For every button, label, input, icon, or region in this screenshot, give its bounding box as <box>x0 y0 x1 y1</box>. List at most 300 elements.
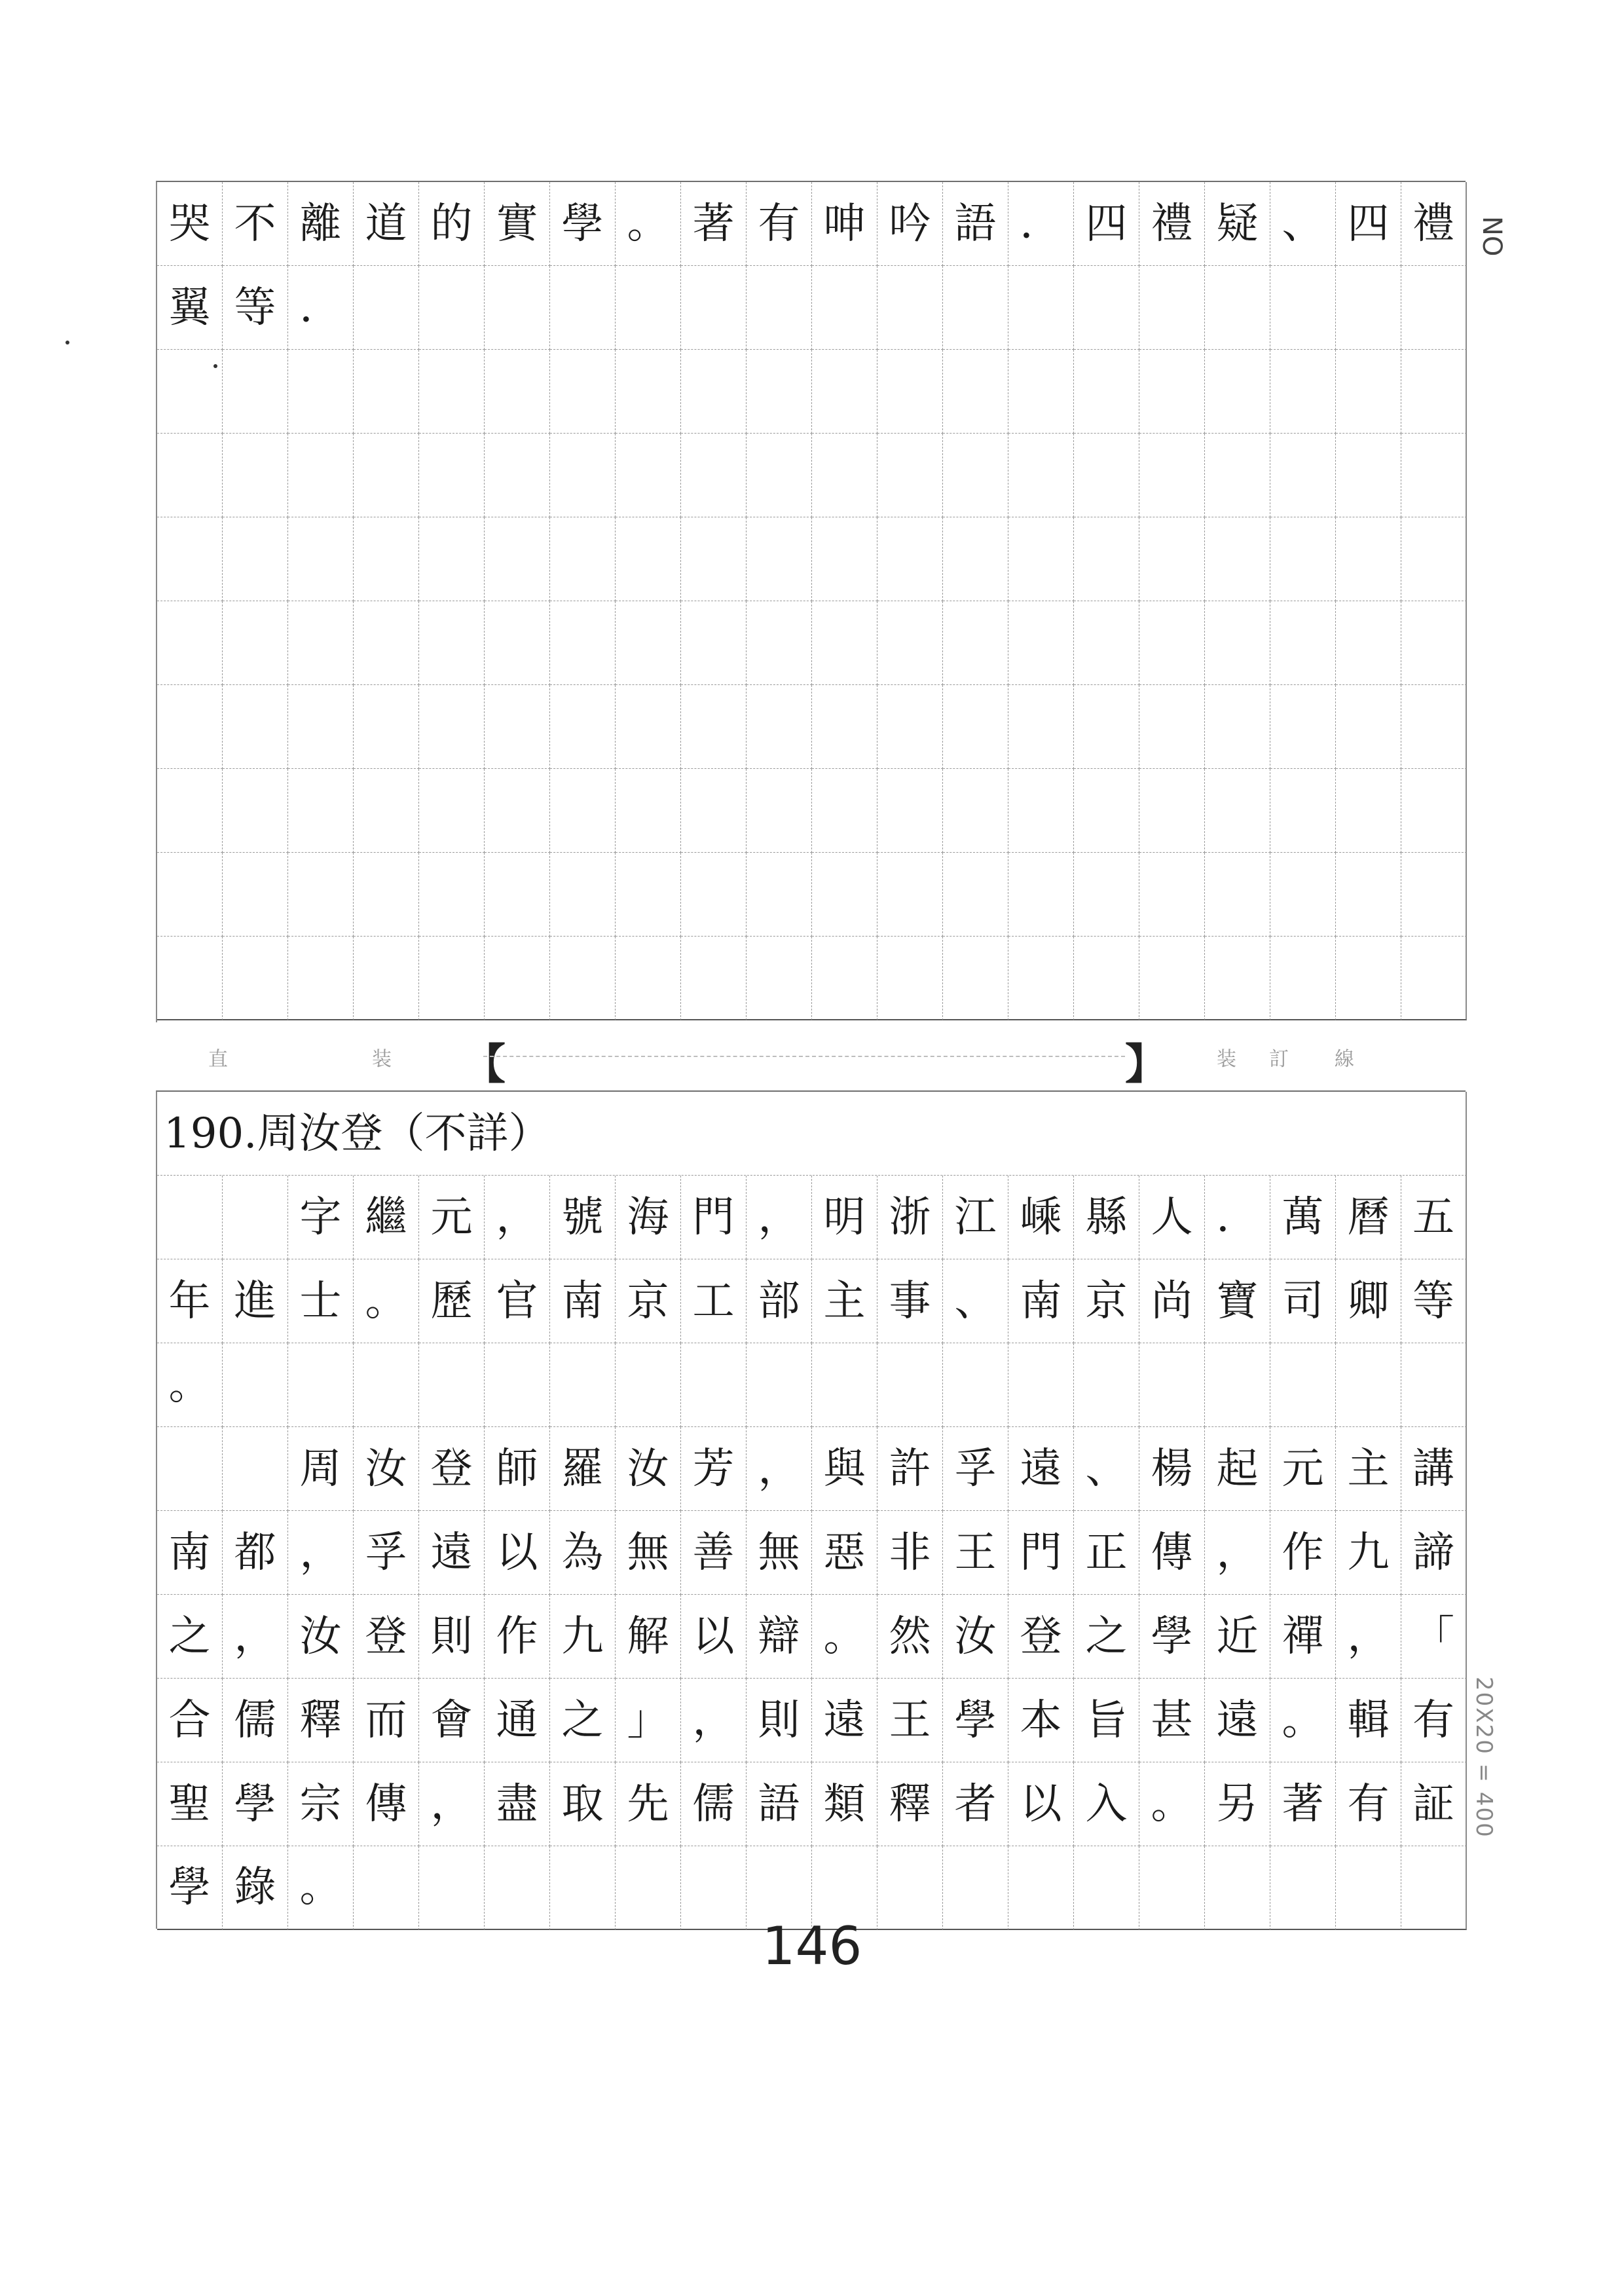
grid-cell <box>747 350 812 434</box>
grid-char: ． <box>288 266 354 350</box>
grid-cell <box>1270 601 1336 685</box>
grid-cell <box>747 517 812 601</box>
grid-cell <box>1336 1343 1401 1427</box>
grid-char: 會 <box>419 1679 485 1762</box>
binding-fold-bar <box>156 1036 1466 1089</box>
grid-char: 吟 <box>877 182 943 266</box>
grid-cell <box>1336 769 1401 853</box>
grid-cell <box>223 517 288 601</box>
grid-char: 主 <box>812 1259 877 1343</box>
grid-cell <box>1008 601 1074 685</box>
grid-cell <box>943 434 1008 517</box>
grid-cell <box>1336 853 1401 937</box>
grid-cell <box>223 1343 288 1427</box>
grid-char: 字 <box>288 1176 354 1259</box>
grid-char: 汝 <box>943 1595 1008 1679</box>
grid-cell <box>1401 1343 1467 1427</box>
grid-char: 傳 <box>1139 1511 1205 1595</box>
grid-char: 事 <box>877 1259 943 1343</box>
grid-char: 楊 <box>1139 1427 1205 1511</box>
grid-char: 進 <box>223 1259 288 1343</box>
grid-cell <box>616 350 681 434</box>
grid-char: 登 <box>354 1595 419 1679</box>
grid-cell <box>485 517 550 601</box>
grid-char: 辯 <box>747 1595 812 1679</box>
grid-char: 學 <box>1139 1595 1205 1679</box>
grid-char: 儒 <box>223 1679 288 1762</box>
grid-char: 翼 <box>157 266 223 350</box>
grid-cell <box>354 1343 419 1427</box>
grid-cell <box>485 266 550 350</box>
grid-char: 孚 <box>943 1427 1008 1511</box>
grid-cell <box>877 350 943 434</box>
grid-cell <box>419 434 485 517</box>
grid-cell <box>877 937 943 1020</box>
grid-cell <box>157 937 223 1020</box>
grid-cell <box>1270 434 1336 517</box>
grid-cell <box>681 434 747 517</box>
grid-char: 呻 <box>812 182 877 266</box>
grid-char: 。 <box>1139 1762 1205 1846</box>
grid-cell <box>550 685 616 769</box>
grid-char: 王 <box>877 1679 943 1762</box>
grid-char: 九 <box>550 1595 616 1679</box>
grid-cell <box>485 434 550 517</box>
grid-char: ， <box>1205 1511 1270 1595</box>
grid-char: 而 <box>354 1679 419 1762</box>
grid-char: 登 <box>419 1427 485 1511</box>
grid-char: ， <box>419 1762 485 1846</box>
grid-char: 京 <box>616 1259 681 1343</box>
grid-char: ， <box>1336 1595 1401 1679</box>
grid-cell <box>550 769 616 853</box>
grid-cell <box>812 266 877 350</box>
grid-cell <box>681 937 747 1020</box>
grid-char: 講 <box>1401 1427 1467 1511</box>
grid-cell <box>1205 1343 1270 1427</box>
grid-char: 元 <box>419 1176 485 1259</box>
grid-char: 盡 <box>485 1762 550 1846</box>
grid-char: 然 <box>877 1595 943 1679</box>
grid-cell <box>419 769 485 853</box>
grid-char: 錄 <box>223 1846 288 1930</box>
grid-cell <box>1270 853 1336 937</box>
grid-char: 南 <box>157 1511 223 1595</box>
grid-char: 門 <box>681 1176 747 1259</box>
grid-cell <box>1401 769 1467 853</box>
grid-char: 縣 <box>1074 1176 1139 1259</box>
grid-cell <box>747 685 812 769</box>
grid-cell <box>1139 685 1205 769</box>
grid-cell <box>943 517 1008 601</box>
grid-char: 江 <box>943 1176 1008 1259</box>
grid-char: 正 <box>1074 1511 1139 1595</box>
grid-char: 繼 <box>354 1176 419 1259</box>
grid-char: 哭 <box>157 182 223 266</box>
grid-cell <box>943 769 1008 853</box>
grid-cell <box>223 601 288 685</box>
grid-cell <box>419 937 485 1020</box>
grid-cell <box>1008 350 1074 434</box>
grid-char: 汝 <box>288 1595 354 1679</box>
grid-char: 語 <box>943 182 1008 266</box>
grid-cell <box>354 937 419 1020</box>
grid-cell <box>943 350 1008 434</box>
grid-char: 解 <box>616 1595 681 1679</box>
grid-cell <box>877 1343 943 1427</box>
grid-cell <box>1074 434 1139 517</box>
grid-cell <box>943 601 1008 685</box>
grid-cell <box>1074 350 1139 434</box>
grid-cell <box>354 853 419 937</box>
grid-char: 五 <box>1401 1176 1467 1259</box>
grid-char: 甚 <box>1139 1679 1205 1762</box>
grid-cell <box>1008 434 1074 517</box>
grid-char: ， <box>681 1679 747 1762</box>
grid-cell <box>1205 937 1270 1020</box>
grid-cell <box>1401 685 1467 769</box>
grid-char: 另 <box>1205 1762 1270 1846</box>
grid-cell <box>1074 685 1139 769</box>
grid-cell <box>419 1343 485 1427</box>
grid-char: ， <box>485 1176 550 1259</box>
grid-cell <box>1008 769 1074 853</box>
grid-cell <box>354 685 419 769</box>
grid-cell <box>1270 1343 1336 1427</box>
grid-char: 無 <box>747 1511 812 1595</box>
grid-char: 明 <box>812 1176 877 1259</box>
grid-cell <box>288 937 354 1020</box>
grid-char: 無 <box>616 1511 681 1595</box>
grid-cell <box>485 685 550 769</box>
grid-char: 學 <box>223 1762 288 1846</box>
grid-char: 「 <box>1401 1595 1467 1679</box>
grid-cell <box>1008 853 1074 937</box>
grid-cell <box>550 350 616 434</box>
grid-cell <box>877 266 943 350</box>
grid-cell <box>1074 266 1139 350</box>
grid-char: 浙 <box>877 1176 943 1259</box>
grid-cell <box>223 769 288 853</box>
grid-char: 萬 <box>1270 1176 1336 1259</box>
grid-char: 許 <box>877 1427 943 1511</box>
grid-char: 孚 <box>354 1511 419 1595</box>
grid-cell <box>157 853 223 937</box>
paper-spec-label: 20X20 = 400 <box>1471 1677 1497 1838</box>
grid-cell <box>877 853 943 937</box>
grid-char: ， <box>288 1511 354 1595</box>
side-code-label: NO <box>1477 216 1507 257</box>
grid-char: 不 <box>223 182 288 266</box>
grid-char: ， <box>223 1595 288 1679</box>
grid-char: 為 <box>550 1511 616 1595</box>
grid-cell <box>288 350 354 434</box>
grid-cell <box>1008 937 1074 1020</box>
grid-char: 九 <box>1336 1511 1401 1595</box>
grid-cell <box>288 601 354 685</box>
grid-char: 非 <box>877 1511 943 1595</box>
grid-cell <box>419 517 485 601</box>
grid-char: 有 <box>1336 1762 1401 1846</box>
grid-char: 有 <box>747 182 812 266</box>
grid-char: 登 <box>1008 1595 1074 1679</box>
grid-cell <box>1205 769 1270 853</box>
grid-cell <box>1336 517 1401 601</box>
grid-cell <box>1401 266 1467 350</box>
grid-cell <box>812 853 877 937</box>
grid-char: 學 <box>157 1846 223 1930</box>
grid-char: 遠 <box>419 1511 485 1595</box>
grid-char: 人 <box>1139 1176 1205 1259</box>
grid-cell <box>943 853 1008 937</box>
grid-cell <box>157 1176 223 1259</box>
grid-char: ． <box>1205 1176 1270 1259</box>
grid-cell <box>1270 685 1336 769</box>
grid-char: 之 <box>157 1595 223 1679</box>
grid-char: 通 <box>485 1679 550 1762</box>
grid-char: 四 <box>1336 182 1401 266</box>
grid-cell <box>1205 350 1270 434</box>
grid-cell <box>1074 937 1139 1020</box>
grid-char: 入 <box>1074 1762 1139 1846</box>
grid-char: 。 <box>1270 1679 1336 1762</box>
grid-cell <box>877 517 943 601</box>
grid-cell <box>1270 937 1336 1020</box>
grid-cell <box>1074 1343 1139 1427</box>
manuscript-grid-top <box>156 181 1466 1022</box>
grid-cell <box>616 853 681 937</box>
grid-cell <box>1205 517 1270 601</box>
grid-char: 寶 <box>1205 1259 1270 1343</box>
grid-cell <box>747 266 812 350</box>
grid-char: 釋 <box>877 1762 943 1846</box>
grid-cell <box>681 685 747 769</box>
grid-cell <box>681 266 747 350</box>
grid-cell <box>354 266 419 350</box>
grid-cell <box>223 350 288 434</box>
grid-cell <box>1139 769 1205 853</box>
grid-char: 離 <box>288 182 354 266</box>
grid-cell <box>812 1343 877 1427</box>
grid-char: 遠 <box>812 1679 877 1762</box>
fold-mark-left-1: 直 <box>208 1048 228 1071</box>
grid-cell <box>157 350 223 434</box>
grid-char: 以 <box>485 1511 550 1595</box>
grid-char: 則 <box>747 1679 812 1762</box>
grid-cell <box>157 685 223 769</box>
grid-cell <box>1139 1343 1205 1427</box>
grid-char: 合 <box>157 1679 223 1762</box>
grid-cell <box>485 937 550 1020</box>
grid-cell <box>1270 266 1336 350</box>
grid-cell <box>419 853 485 937</box>
grid-cell <box>1139 937 1205 1020</box>
grid-char: 司 <box>1270 1259 1336 1343</box>
grid-cell <box>1139 601 1205 685</box>
grid-char: 門 <box>1008 1511 1074 1595</box>
grid-cell <box>1008 266 1074 350</box>
grid-cell <box>1205 434 1270 517</box>
grid-char: 周 <box>288 1427 354 1511</box>
grid-char: 卿 <box>1336 1259 1401 1343</box>
grid-char: 輯 <box>1336 1679 1401 1762</box>
grid-cell <box>812 601 877 685</box>
grid-cell <box>485 350 550 434</box>
grid-char: 儒 <box>681 1762 747 1846</box>
grid-char: 工 <box>681 1259 747 1343</box>
grid-char: 傳 <box>354 1762 419 1846</box>
grid-cell <box>288 1343 354 1427</box>
grid-cell <box>1008 1343 1074 1427</box>
grid-char: 王 <box>943 1511 1008 1595</box>
grid-cell <box>288 769 354 853</box>
grid-char: 之 <box>550 1679 616 1762</box>
grid-char: 嵊 <box>1008 1176 1074 1259</box>
grid-char: 海 <box>616 1176 681 1259</box>
grid-char: 取 <box>550 1762 616 1846</box>
grid-char: 歷 <box>419 1259 485 1343</box>
grid-cell <box>877 434 943 517</box>
grid-char: 。 <box>157 1343 223 1427</box>
grid-cell <box>550 1343 616 1427</box>
grid-cell <box>419 266 485 350</box>
grid-cell <box>1401 350 1467 434</box>
grid-cell <box>1008 517 1074 601</box>
grid-cell <box>1336 434 1401 517</box>
grid-cell <box>681 853 747 937</box>
grid-char: 實 <box>485 182 550 266</box>
grid-char: 。 <box>616 182 681 266</box>
grid-char: 學 <box>943 1679 1008 1762</box>
grid-char: 語 <box>747 1762 812 1846</box>
grid-cell <box>288 517 354 601</box>
grid-cell <box>1336 685 1401 769</box>
grid-cell <box>550 434 616 517</box>
grid-char: 証 <box>1401 1762 1467 1846</box>
grid-cell <box>1139 266 1205 350</box>
grid-char: 則 <box>419 1595 485 1679</box>
grid-cell <box>616 937 681 1020</box>
grid-char: 師 <box>485 1427 550 1511</box>
grid-cell <box>288 685 354 769</box>
grid-cell <box>1401 853 1467 937</box>
grid-char: 元 <box>1270 1427 1336 1511</box>
grid-char: 著 <box>681 182 747 266</box>
grid-cell <box>354 434 419 517</box>
grid-char: 惡 <box>812 1511 877 1595</box>
manuscript-grid-bottom <box>156 1090 1466 1929</box>
grid-char: 尚 <box>1139 1259 1205 1343</box>
grid-char: 近 <box>1205 1595 1270 1679</box>
grid-char: 遠 <box>1008 1427 1074 1511</box>
grid-cell <box>288 434 354 517</box>
grid-char: 等 <box>223 266 288 350</box>
grid-cell <box>157 1427 223 1511</box>
grid-cell <box>223 937 288 1020</box>
grid-char: 起 <box>1205 1427 1270 1511</box>
grid-cell <box>354 601 419 685</box>
grid-cell <box>681 350 747 434</box>
grid-cell <box>616 685 681 769</box>
grid-cell <box>485 601 550 685</box>
grid-cell <box>550 601 616 685</box>
grid-char: 旨 <box>1074 1679 1139 1762</box>
grid-char: 宗 <box>288 1762 354 1846</box>
grid-char: 釋 <box>288 1679 354 1762</box>
grid-cell <box>550 517 616 601</box>
grid-char: 有 <box>1401 1679 1467 1762</box>
grid-char: ， <box>747 1427 812 1511</box>
grid-cell <box>747 1343 812 1427</box>
grid-char: 。 <box>354 1259 419 1343</box>
grid-cell <box>223 853 288 937</box>
grid-cell <box>747 769 812 853</box>
grid-cell <box>1074 853 1139 937</box>
entry-heading: 190.周汝登（不詳） <box>157 1092 1467 1176</box>
grid-cell <box>157 769 223 853</box>
stray-dot <box>65 341 69 344</box>
grid-cell <box>616 769 681 853</box>
grid-cell <box>157 601 223 685</box>
grid-cell <box>223 1427 288 1511</box>
grid-cell <box>223 685 288 769</box>
grid-char: 汝 <box>616 1427 681 1511</box>
grid-char: 南 <box>1008 1259 1074 1343</box>
grid-cell <box>1401 434 1467 517</box>
grid-cell <box>1205 853 1270 937</box>
grid-cell <box>1336 350 1401 434</box>
fold-dashed-line <box>483 1056 1125 1057</box>
grid-cell <box>157 434 223 517</box>
grid-cell <box>354 517 419 601</box>
grid-char: 學 <box>550 182 616 266</box>
grid-cell <box>1336 601 1401 685</box>
grid-cell <box>812 517 877 601</box>
grid-cell <box>616 517 681 601</box>
grid-cell <box>1139 434 1205 517</box>
grid-char: 者 <box>943 1762 1008 1846</box>
grid-cell <box>812 434 877 517</box>
grid-cell <box>1336 937 1401 1020</box>
grid-cell <box>616 266 681 350</box>
grid-char: 等 <box>1401 1259 1467 1343</box>
grid-char: 的 <box>419 182 485 266</box>
page-number: 146 <box>762 1916 862 1977</box>
grid-cell <box>1008 685 1074 769</box>
fold-bracket-left: 【 <box>464 1040 506 1089</box>
grid-char: 遠 <box>1205 1679 1270 1762</box>
grid-char: 。 <box>812 1595 877 1679</box>
grid-cell <box>485 853 550 937</box>
grid-cell <box>877 601 943 685</box>
grid-char: ， <box>747 1176 812 1259</box>
grid-char: 作 <box>485 1595 550 1679</box>
grid-char: 禮 <box>1401 182 1467 266</box>
grid-cell <box>419 685 485 769</box>
fold-bracket-right: 】 <box>1125 1040 1167 1089</box>
grid-char: 都 <box>223 1511 288 1595</box>
grid-cell <box>419 350 485 434</box>
grid-cell <box>812 685 877 769</box>
grid-cell <box>1270 769 1336 853</box>
grid-char: 以 <box>1008 1762 1074 1846</box>
grid-char: 號 <box>550 1176 616 1259</box>
grid-cell <box>681 1343 747 1427</box>
grid-char: 、 <box>1270 182 1336 266</box>
grid-cell <box>812 937 877 1020</box>
grid-char: 道 <box>354 182 419 266</box>
grid-cell <box>943 1343 1008 1427</box>
